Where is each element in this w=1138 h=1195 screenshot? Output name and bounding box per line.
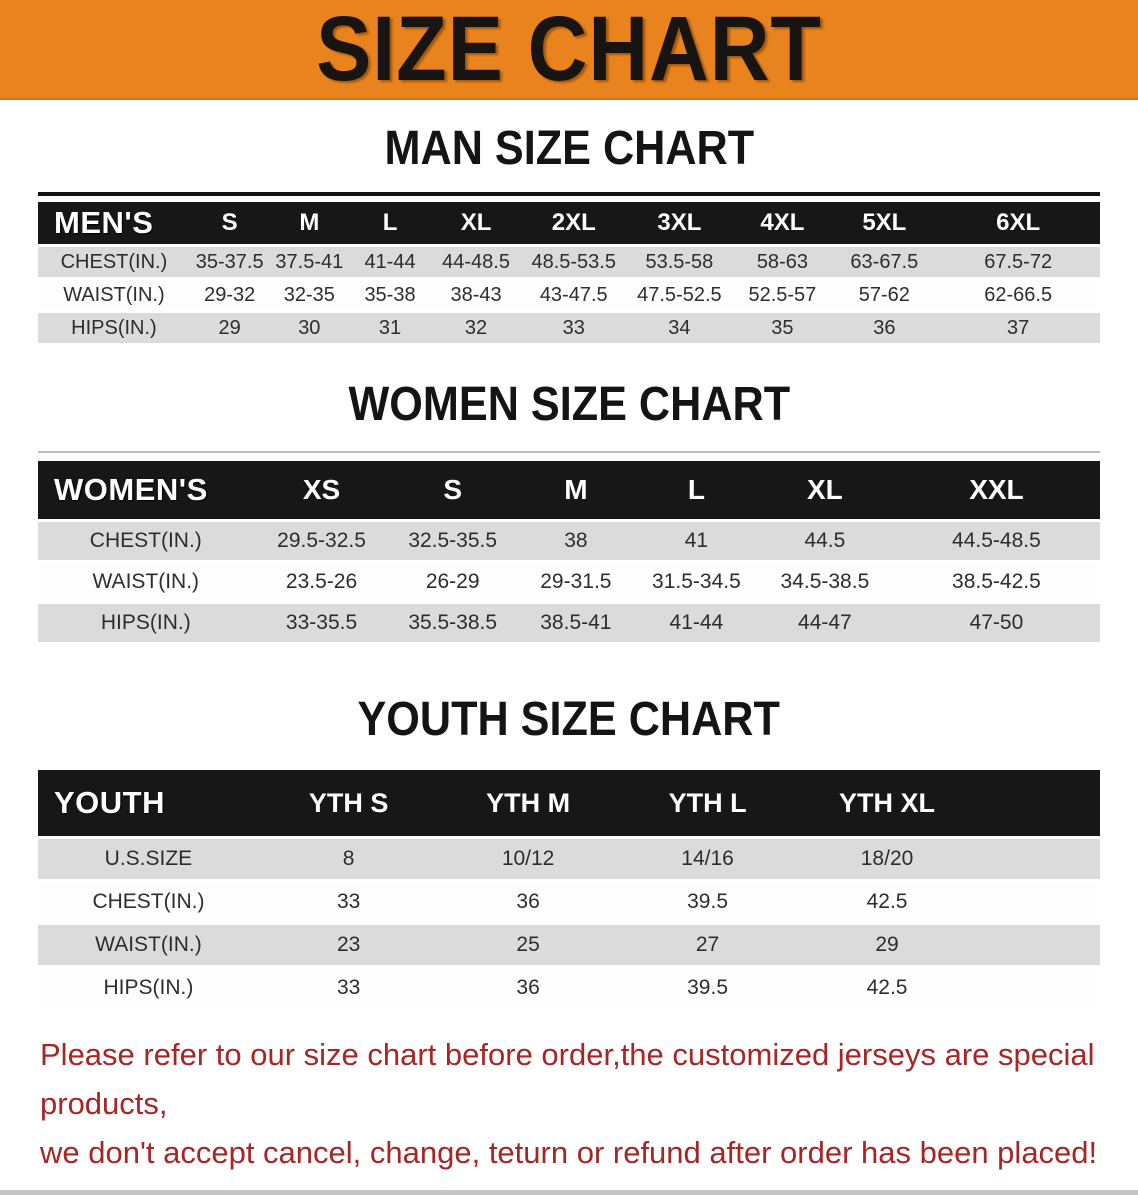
cell: 57-62 [832,280,936,310]
table-row [38,968,1100,1008]
cell: 29-31.5 [516,563,636,601]
cell: 29 [797,925,976,965]
cell: 34 [626,313,732,343]
row-label: HIPS(IN.) [38,968,259,1008]
cell: 33 [259,968,438,1008]
cell: 47-50 [893,604,1100,642]
row-label: CHEST(IN.) [38,882,259,922]
column-header: YTH S [259,770,438,836]
women-heading-text: WOMEN SIZE CHART [348,378,790,432]
cell: 38.5-42.5 [893,563,1100,601]
table-row [38,563,1100,601]
cell: 14/16 [618,839,797,879]
cell: 38 [516,522,636,560]
column-header: XS [254,461,390,519]
cell: 36 [438,968,617,1008]
cell: 48.5-53.5 [521,247,626,277]
banner-title: SIZE CHART [316,0,822,100]
row-label: CHEST(IN.) [38,247,190,277]
cell: 67.5-72 [936,247,1100,277]
cell: 63-67.5 [832,247,936,277]
column-header: S [390,461,516,519]
cell: 42.5 [797,968,976,1008]
cell: 36 [832,313,936,343]
column-header: XL [757,461,893,519]
cell: 62-66.5 [936,280,1100,310]
order-policy-note [40,1031,1138,1178]
content-area [0,124,1138,1011]
womens-table-label: WOMEN'S [38,461,254,519]
womens-size-table [38,458,1100,645]
cell: 37.5-41 [270,247,350,277]
cell: 44.5-48.5 [893,522,1100,560]
table-row [38,313,1100,343]
table-row [38,925,1100,965]
column-header: M [516,461,636,519]
youth-header-row [38,770,1100,836]
cell: 44-47 [757,604,893,642]
mens-table-wrap [38,192,1100,346]
cell: 36 [438,882,617,922]
cell: 33-35.5 [254,604,390,642]
cell: 23 [259,925,438,965]
youth-heading-text: YOUTH SIZE CHART [357,692,781,746]
column-header: XL [431,202,521,244]
column-header: YTH M [438,770,617,836]
column-header: 4XL [732,202,832,244]
cell: 30 [270,313,350,343]
spacer-cell [977,925,1100,965]
cell: 35-37.5 [190,247,270,277]
cell: 38.5-41 [516,604,636,642]
cell: 8 [259,839,438,879]
cell: 37 [936,313,1100,343]
youth-table-wrap [38,767,1100,1011]
cell: 26-29 [390,563,516,601]
cell: 35 [732,313,832,343]
row-label: WAIST(IN.) [38,925,259,965]
order-policy-line1: Please refer to our size chart before order,the customized jerseys are special products, [40,1037,1095,1122]
bottom-divider [0,1190,1138,1195]
cell: 35-38 [349,280,431,310]
row-label: HIPS(IN.) [38,604,254,642]
cell: 32-35 [270,280,350,310]
table-row [38,522,1100,560]
table-row [38,247,1100,277]
mens-header-row [38,202,1100,244]
man-section-heading [38,124,1100,174]
cell: 33 [521,313,626,343]
row-label: WAIST(IN.) [38,563,254,601]
cell: 29-32 [190,280,270,310]
table-row [38,839,1100,879]
cell: 43-47.5 [521,280,626,310]
column-header: XXL [893,461,1100,519]
cell: 31 [349,313,431,343]
cell: 29.5-32.5 [254,522,390,560]
cell: 41-44 [636,604,757,642]
cell: 33 [259,882,438,922]
column-header: L [349,202,431,244]
column-header: YTH L [618,770,797,836]
cell: 29 [190,313,270,343]
cell: 32.5-35.5 [390,522,516,560]
table-row [38,604,1100,642]
cell: 32 [431,313,521,343]
size-chart-banner [0,0,1138,100]
mens-table-label: MEN'S [38,202,190,244]
cell: 27 [618,925,797,965]
cell: 52.5-57 [732,280,832,310]
column-header: S [190,202,270,244]
cell: 41-44 [349,247,431,277]
spacer-cell [977,839,1100,879]
cell: 35.5-38.5 [390,604,516,642]
youth-section-heading [38,692,1100,746]
cell: 31.5-34.5 [636,563,757,601]
cell: 10/12 [438,839,617,879]
column-header: 3XL [626,202,732,244]
column-header: YTH XL [797,770,976,836]
cell: 53.5-58 [626,247,732,277]
spacer-cell [977,968,1100,1008]
column-header: M [270,202,350,244]
womens-header-row [38,461,1100,519]
youth-table-label: YOUTH [38,770,259,836]
cell: 25 [438,925,617,965]
cell: 42.5 [797,882,976,922]
row-label: WAIST(IN.) [38,280,190,310]
table-row [38,882,1100,922]
column-header: L [636,461,757,519]
cell: 44-48.5 [431,247,521,277]
cell: 47.5-52.5 [626,280,732,310]
column-header: 5XL [832,202,936,244]
column-header: 6XL [936,202,1100,244]
mens-table-toprule [38,192,1100,196]
womens-table-wrap [38,451,1100,645]
row-label: CHEST(IN.) [38,522,254,560]
womens-table-toprule [38,451,1100,453]
cell: 44.5 [757,522,893,560]
cell: 34.5-38.5 [757,563,893,601]
cell: 39.5 [618,968,797,1008]
order-policy-line2: we don't accept cancel, change, teturn or refund after order has been placed! [40,1135,1098,1171]
cell: 38-43 [431,280,521,310]
cell: 23.5-26 [254,563,390,601]
cell: 18/20 [797,839,976,879]
spacer-header-cell [977,770,1100,836]
row-label: U.S.SIZE [38,839,259,879]
cell: 41 [636,522,757,560]
mens-size-table [38,199,1100,346]
women-section-heading [38,380,1100,430]
table-row [38,280,1100,310]
row-label: HIPS(IN.) [38,313,190,343]
column-header: 2XL [521,202,626,244]
cell: 39.5 [618,882,797,922]
youth-size-table [38,767,1100,1011]
cell: 58-63 [732,247,832,277]
man-heading-text: MAN SIZE CHART [384,122,754,175]
spacer-cell [977,882,1100,922]
